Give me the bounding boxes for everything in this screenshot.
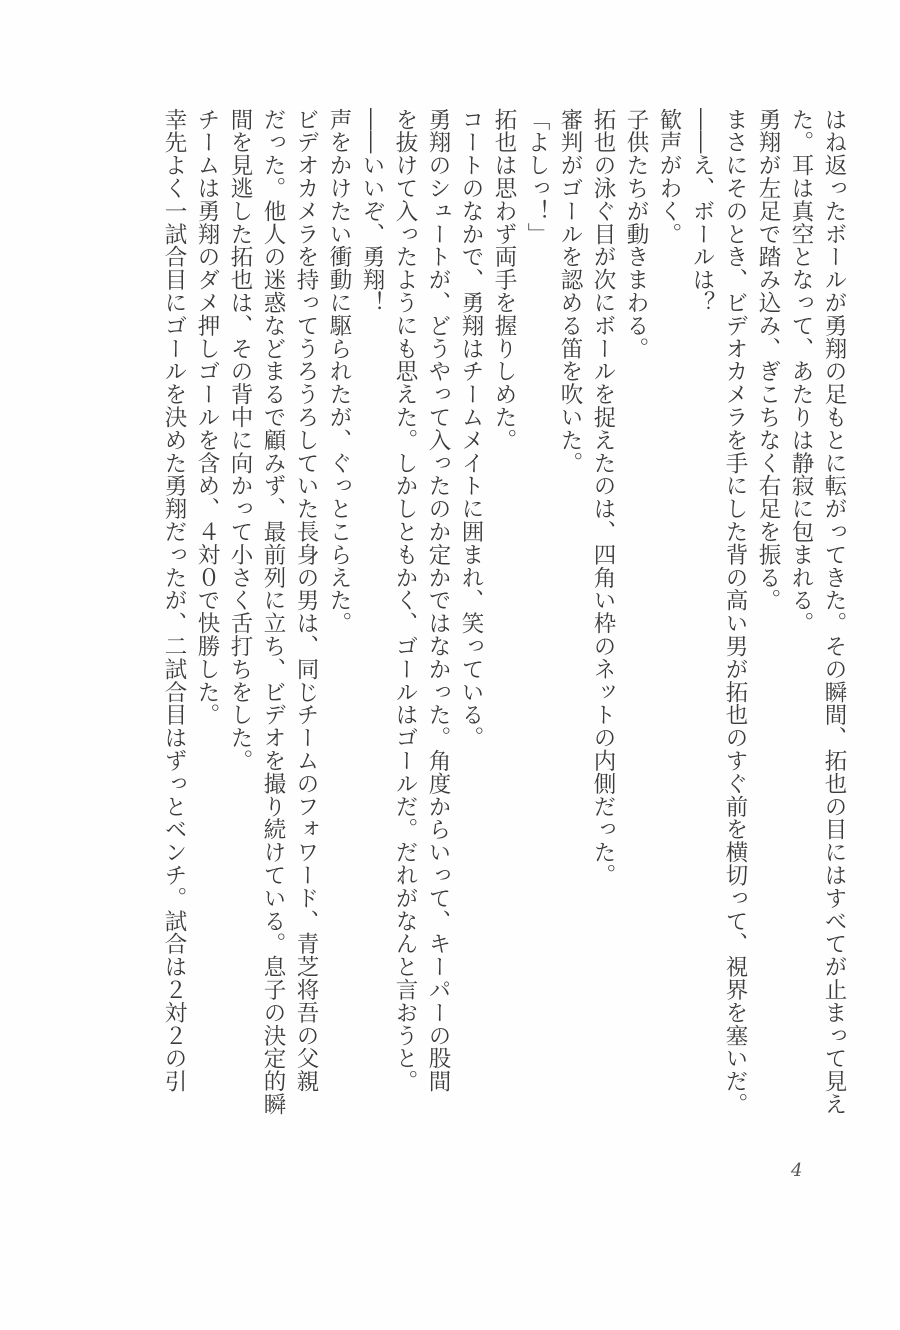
text-line: 「よしっ！」 [524,108,550,246]
text-line: 幸先よく一試合目にゴールを決めた勇翔だったが、二試合目はずっとベンチ。試合は２対２の引 [161,108,187,1093]
text-line: はね返ったボールが勇翔の足もとに転がってきた。その瞬間、拓也の目にはすべてが止まって見え [821,108,847,1116]
text-line: 歓声がわく。 [656,108,682,246]
text-line: ――え、ボールは？ [689,108,715,315]
text-line: 拓也の泳ぐ目が次にボールを捉えたのは、四角い枠のネットの内側だった。 [590,108,616,887]
text-line: 声をかけたい衝動に駆られたが、ぐっとこらえた。 [326,108,352,635]
text-line: 勇翔のシュートが、どうやって入ったのか定かではなかった。角度からいって、キーパーの股間 [425,108,451,1093]
page-number: 4 [791,1160,803,1181]
text-line: を抜けて入ったようにも思えた。しかしともかく、ゴールはゴールだ。だれがなんと言おうと。 [392,108,418,1093]
text-line: た。耳は真空となって、あたりは静寂に包まれる。 [788,108,814,635]
text-line: コートのなかで、勇翔はチームメイトに囲まれ、笑っている。 [458,108,484,750]
text-line: ――いいぞ、勇翔！ [359,108,385,315]
text-line: 審判がゴールを認める笛を吹いた。 [557,108,583,475]
text-line: だった。他人の迷惑などまるで顧みず、最前列に立ち、ビデオを撮り続けている。息子の決定的瞬 [260,108,286,1116]
text-line: 子供たちが動きまわる。 [623,108,649,360]
text-line: 拓也は思わず両手を握りしめた。 [491,108,517,452]
text-line: まさにそのとき、ビデオカメラを手にした背の高い男が拓也のすぐ前を横切って、視界を塞いだ。 [722,108,748,1116]
text-line: チームは勇翔のダメ押しゴールを含め、４対０で快勝した。 [194,108,220,727]
text-line: ビデオカメラを持ってうろうろしていた長身の男は、同じチームのフォワード、青芝将吾の父親 [293,108,319,1093]
text-line: 勇翔が左足で踏み込み、ぎこちなく右足を振る。 [755,108,781,612]
text-line: 間を見逃した拓也は、その背中に向かって小さく舌打ちをした。 [227,108,253,773]
vertical-text-body [60,108,850,1198]
